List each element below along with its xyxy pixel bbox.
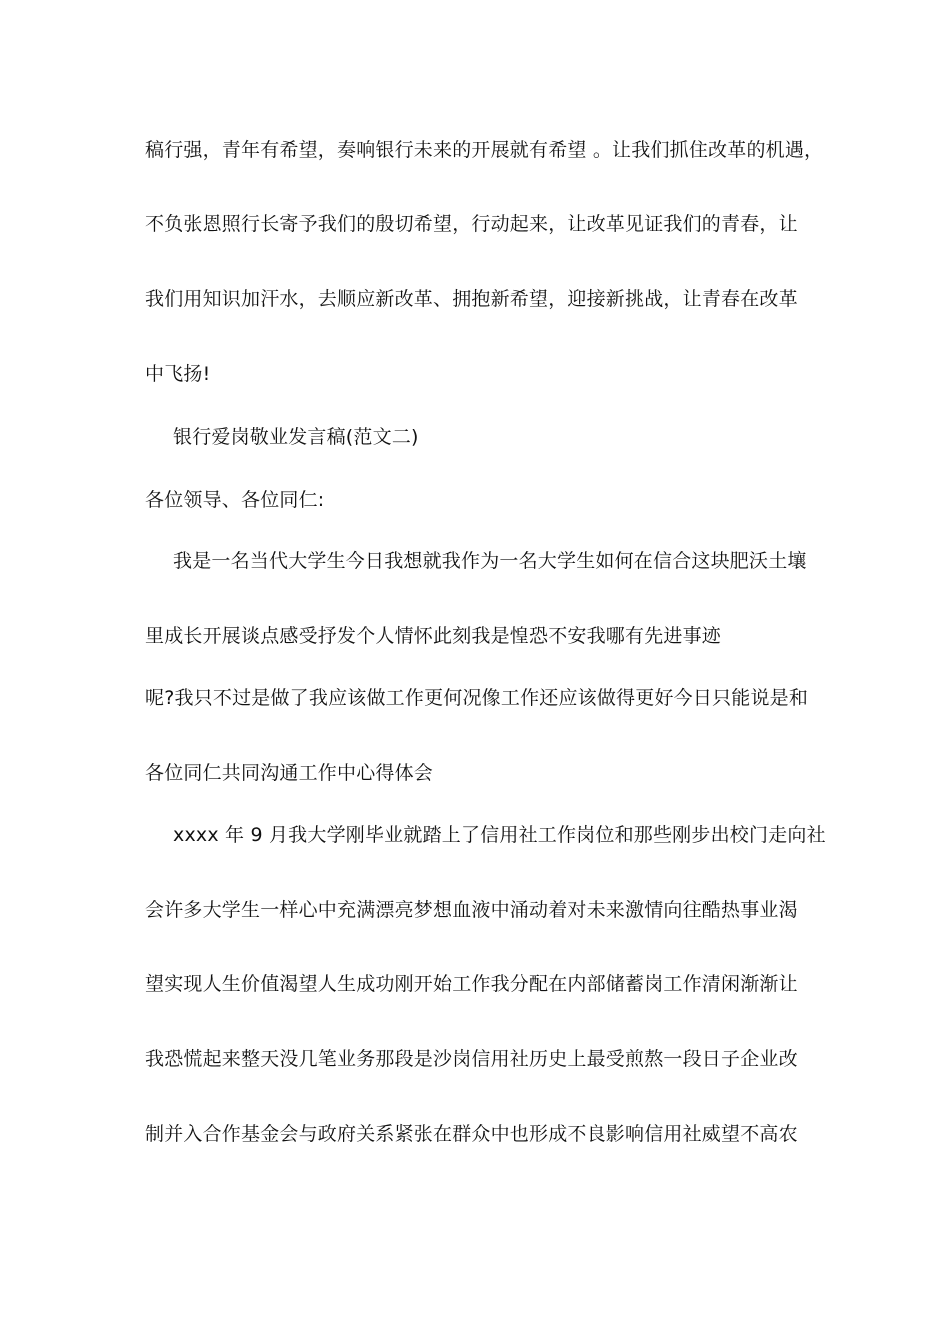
body-line-8: 里成长开展谈点感受抒发个人情怀此刻我是惶恐不安我哪有先进事迹: [145, 625, 722, 647]
body-line-2: 不负张恩照行长寄予我们的殷切希望，行动起来，让改革见证我们的青春，让: [145, 213, 798, 235]
body-line-14: 我恐慌起来整天没几笔业务那段是沙岗信用社历史上最受煎熬一段日子企业改: [145, 1048, 798, 1070]
salutation: 各位领导、各位同仁:: [145, 489, 325, 511]
body-line-1: 稿行强，青年有希望，奏响银行未来的开展就有希望 。让我们抓住改革的机遇，: [145, 139, 824, 161]
body-line-12: 会许多大学生一样心中充满漂亮梦想血液中涌动着对未来激情向往酷热事业渴: [145, 899, 798, 921]
body-line-9: 呢?我只不过是做了我应该做工作更何况像工作还应该做得更好今日只能说是和: [145, 687, 809, 709]
body-line-13: 望实现人生价值渴望人生成功刚开始工作我分配在内部储蓄岗工作清闲渐渐让: [145, 973, 798, 995]
body-line-10: 各位同仁共同沟通工作中心得体会: [145, 762, 434, 784]
body-line-7: 我是一名当代大学生今日我想就我作为一名大学生如何在信合这块肥沃土壤: [173, 550, 807, 572]
body-line-3: 我们用知识加汗水，去顺应新改革、拥抱新希望，迎接新挑战，让青春在改革: [145, 288, 798, 310]
body-line-15: 制并入合作基金会与政府关系紧张在群众中也形成不良影响信用社威望不高农: [145, 1123, 798, 1145]
section-heading: 银行爱岗敬业发言稿(范文二): [173, 426, 419, 448]
body-line-4: 中飞扬!: [145, 363, 211, 385]
body-line-11: xxxx 年 9 月我大学刚毕业就踏上了信用社工作岗位和那些刚步出校门走向社: [173, 824, 826, 846]
